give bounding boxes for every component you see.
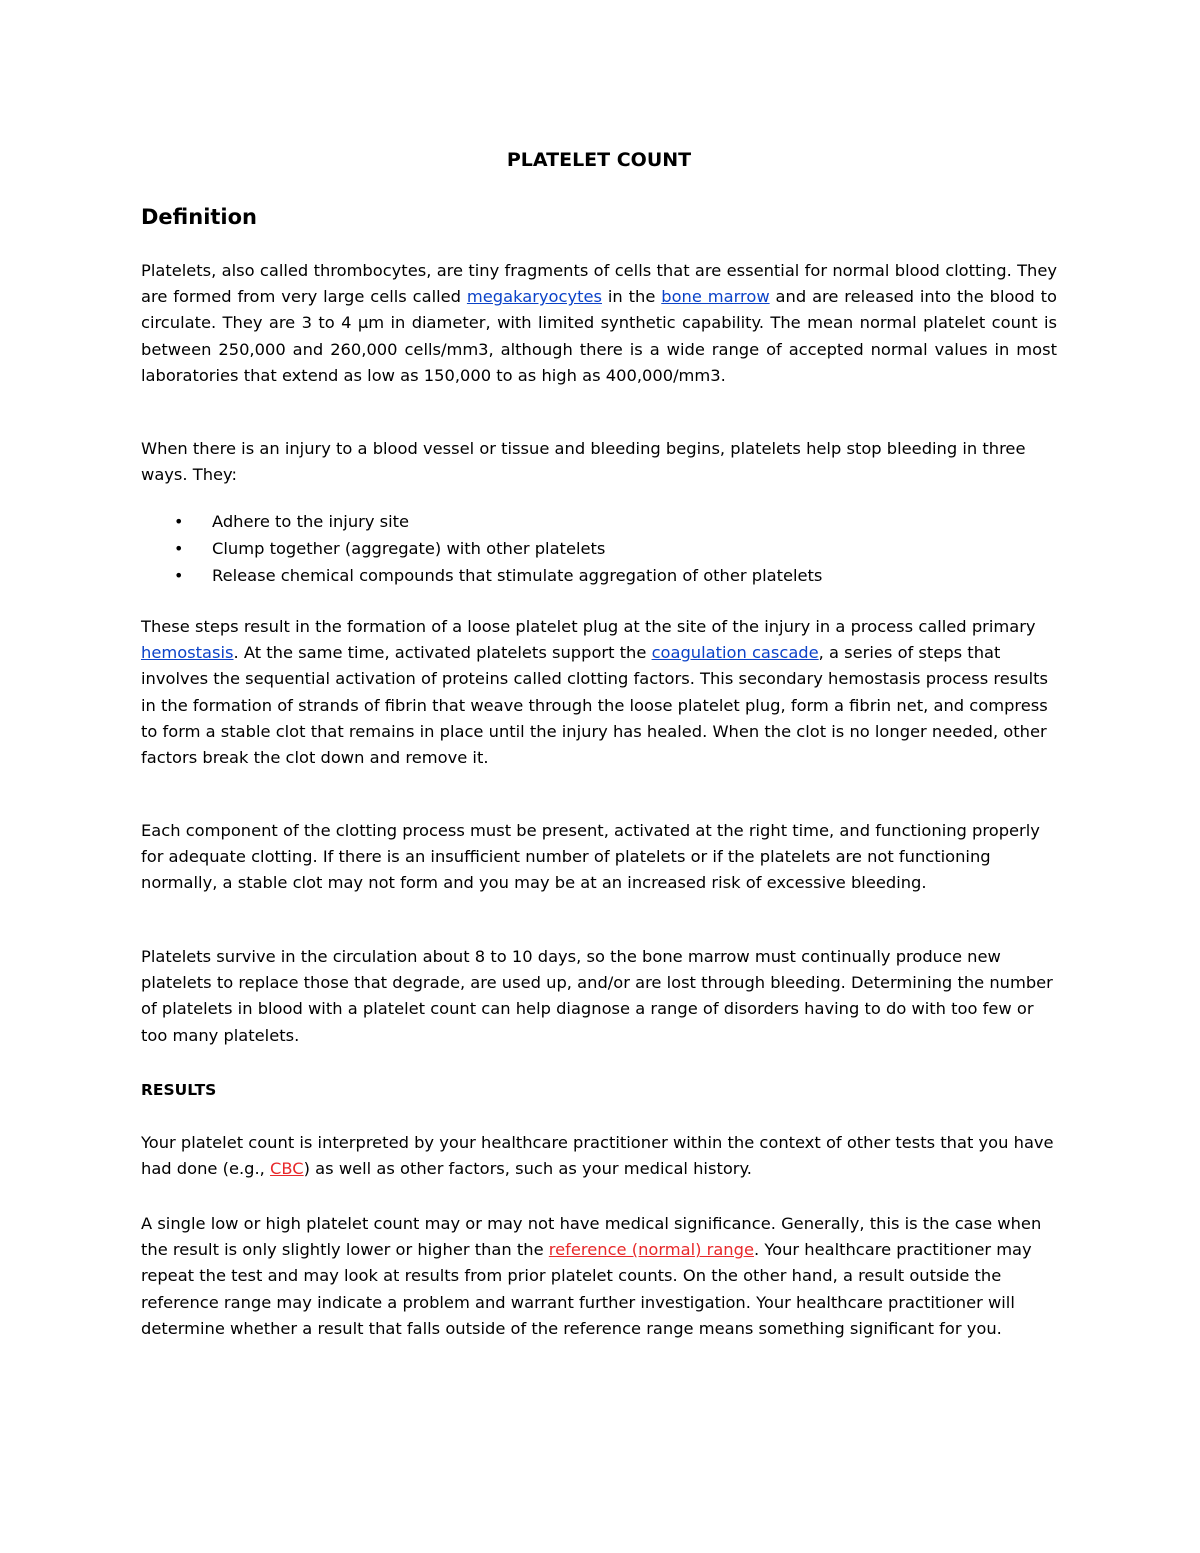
- paragraph-text: , a series of steps that involves the sequential activation of proteins called clotting factors. This secondary hemostasis process results in the formation of strands of fibrin that weave through the loose platelet plug, form a fibrin net, and compress to form a stable clot that remains in place until the injury has healed. When the clot is no longer needed, other factors break the clot down and remove it.: [141, 643, 1048, 768]
- list-item-text: Adhere to the injury site: [212, 512, 410, 531]
- paragraph-text: and are released into the blood to circulate. They are 3 to 4 µm in diameter, with limited synthetic capability. The mean normal platelet count is between 250,000 and 260,000 cells/mm3, although there is a wide range of accepted normal values in most laboratories that extend as low as 150,000 to as high as 400,000/mm3.: [141, 287, 1057, 385]
- bullet-icon: •: [174, 566, 184, 585]
- page-title: PLATELET COUNT: [506, 149, 692, 171]
- paragraph-text: . At the same time, activated platelets support the: [233, 643, 652, 663]
- paragraph-results-significance: [141, 1211, 1057, 1342]
- link-bone-marrow[interactable]: bone marrow: [661, 287, 770, 307]
- bullet-icon: •: [174, 512, 184, 531]
- paragraph-text: in the: [601, 287, 662, 307]
- list-item-text: Clump together (aggregate) with other platelets: [212, 539, 606, 558]
- list-item: [141, 535, 1057, 562]
- link-megakaryocytes[interactable]: megakaryocytes: [466, 287, 602, 307]
- link-hemostasis[interactable]: hemostasis: [141, 643, 234, 663]
- paragraph-text: ) as well as other factors, such as your medical history.: [303, 1159, 752, 1179]
- link-coagulation-cascade[interactable]: coagulation cascade: [651, 643, 819, 663]
- paragraph-text: Your platelet count is interpreted by your healthcare practitioner within the context of other tests that you have had done (e.g.,: [141, 1133, 1054, 1179]
- definition-heading: Definition: [141, 205, 258, 229]
- list-item: [141, 508, 1057, 535]
- paragraph-text: . Your healthcare practitioner may repeat the test and may look at results from prior platelet counts. On the other hand, a result outside the reference range may indicate a problem and warrant further investigation. Your healthcare practitioner will determine whether a result that falls outside of the reference range means something significant for you.: [141, 1240, 1032, 1338]
- paragraph-text: Platelets, also called thrombocytes, are tiny fragments of cells that are essential for normal blood clotting. They are formed from very large cells called: [141, 261, 1057, 307]
- link-reference-range[interactable]: reference (normal) range: [548, 1240, 754, 1260]
- paragraph-injury: When there is an injury to a blood vessel or tissue and bleeding begins, platelets help stop bleeding in three ways. They:: [141, 439, 1026, 485]
- paragraph-definition: [141, 258, 1057, 389]
- list-item-text: Release chemical compounds that stimulate aggregation of other platelets: [212, 566, 823, 585]
- link-cbc[interactable]: CBC: [270, 1159, 304, 1179]
- bullet-list: [141, 508, 1057, 589]
- results-heading: RESULTS: [141, 1081, 217, 1099]
- paragraph-hemostasis: [141, 614, 1057, 771]
- paragraph-clotting-components: Each component of the clotting process must be present, activated at the right time, and functioning properly for adequate clotting. If there is an insufficient number of platelets or if the platelets are not functioning normally, a stable clot may not form and you may be at an increased risk of excessive bleeding.: [141, 821, 1040, 893]
- paragraph-platelet-survival: Platelets survive in the circulation about 8 to 10 days, so the bone marrow must continually produce new platelets to replace those that degrade, are used up, and/or are lost through bleeding. Determining the number of platelets in blood with a platelet count can help diagnose a range of disorders having to do with too few or too many platelets.: [141, 947, 1053, 1045]
- list-item: [141, 562, 1057, 589]
- bullet-icon: •: [174, 539, 184, 558]
- paragraph-text: A single low or high platelet count may or may not have medical significance. Generally, this is the case when the result is only slightly lower or higher than the: [141, 1214, 1042, 1260]
- paragraph-text: These steps result in the formation of a loose platelet plug at the site of the injury in a process called primary: [141, 617, 1036, 636]
- paragraph-results-interpretation: [141, 1130, 1057, 1182]
